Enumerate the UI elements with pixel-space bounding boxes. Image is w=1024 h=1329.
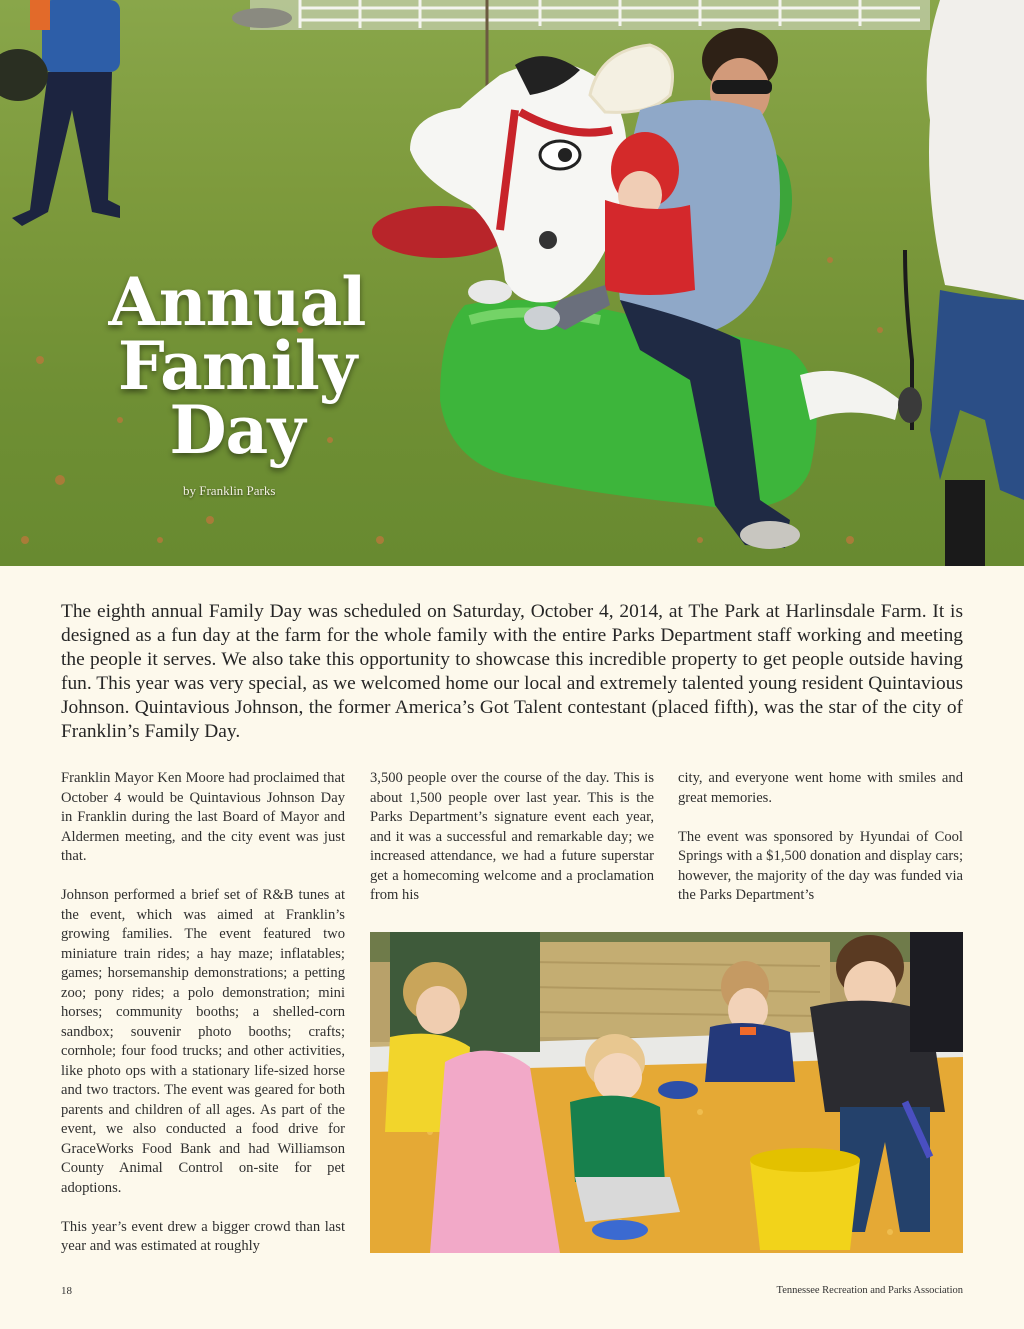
- byline: by Franklin Parks: [183, 483, 276, 498]
- publication-name: Tennessee Recreation and Parks Association: [776, 1285, 963, 1296]
- body-column-1: [61, 769, 345, 1257]
- title-line-1: Annual: [108, 263, 366, 341]
- corn-sandbox-photo: [370, 932, 963, 1253]
- paragraph: Franklin Mayor Ken Moore had proclaimed that October 4 would be Quintavious Johnson Day in Franklin during the last Board of Mayor and Aldermen meeting, and the city event was just that.: [61, 770, 345, 864]
- title-line-2: Family: [117, 327, 357, 405]
- hero-photo: [0, 0, 1024, 566]
- title-line-3: Day: [169, 391, 305, 469]
- page-number: 18: [61, 1285, 72, 1297]
- paragraph: city, and everyone went home with smiles and great memories.: [678, 770, 963, 806]
- body-column-3: [678, 769, 963, 906]
- paragraph: 3,500 people over the course of the day. This is about 1,500 people over last year. This is the Parks Department’s signature event each year, and it was a successful and remarkable day; we increased attendance, we had a future superstar get a homecoming welcome and a proclamation from his: [370, 770, 654, 903]
- corn-sandbox-illustration: [370, 932, 963, 1253]
- body-column-2: [370, 769, 654, 906]
- article-title: [82, 263, 392, 469]
- paragraph: The event was sponsored by Hyundai of Cool Springs with a $1,500 donation and display cars; however, the majority of the day was funded via the Parks Department’s: [678, 828, 963, 903]
- paragraph: Johnson performed a brief set of R&B tunes at the event, which was aimed at Franklin’s growing families. The event featured two miniature train rides; a hay maze; inflatables; games; horsemanship demonstrations; a petting zoo; pony rides; a polo demonstration; mini horses; community booths; a shelled-corn sandbox; souvenir photo booths; crafts; cornhole; four food trucks; and other activities, like photo ops with a stationary life-sized horse and two tractors. The event was geared for both parents and children of all ages. As part of the event, we also conducted a food drive for GraceWorks Food Bank and had Williamson County Animal Control on-site for pet adoptions.: [61, 887, 345, 1196]
- paragraph: This year’s event drew a bigger crowd than last year and was estimated at roughly: [61, 1218, 345, 1254]
- lead-paragraph: The eighth annual Family Day was scheduled on Saturday, October 4, 2014, at The Park at Harlinsdale Farm. It is designed as a fun day at the farm for the whole family with the entire Parks Department staff working and meeting the people it serves. We also take this opportunity to showcase this incredible property to get people outside having fun. This year was very special, as we welcomed home our local and extremely talented young resident Quintavious Johnson. Quintavious Johnson, the former America’s Got Talent contestant (placed fifth), was the star of the city of Franklin’s Family Day.: [61, 601, 963, 742]
